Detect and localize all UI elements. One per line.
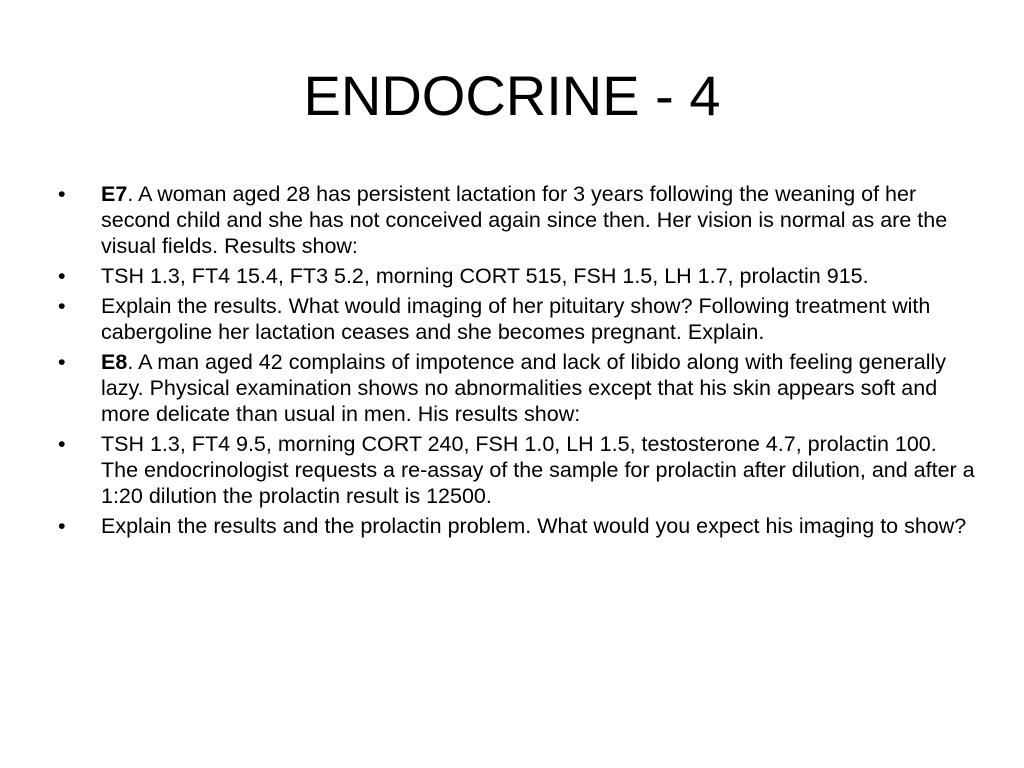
case-label-e8: E8	[101, 350, 128, 374]
bullet-text: . A man aged 42 complains of impotence and lack of libido along with feeling generally lazy. Physical examination shows no abnormalities except that his skin appears soft and more delicate than usual in men. His results show:	[101, 350, 947, 426]
bullet-text: Explain the results. What would imaging of her pituitary show? Following treatment with cabergoline her lactation ceases and she becomes pregnant. Explain.	[101, 294, 931, 344]
bullet-item-e7-questions	[58, 293, 978, 345]
bullet-dot-icon: •	[58, 432, 66, 456]
bullet-text: TSH 1.3, FT4 9.5, morning CORT 240, FSH 1.0, LH 1.5, testosterone 4.7, prolactin 100. The endocrinologist requests a re-assay of the sample for prolactin after dilution, and after a 1:20 dilution the prolactin result is 12500.	[101, 432, 975, 508]
case-label-e7: E7	[101, 182, 128, 206]
bullet-dot-icon: •	[58, 264, 66, 288]
bullet-dot-icon: •	[58, 182, 66, 206]
bullet-dot-icon: •	[58, 294, 66, 318]
bullet-item-e7-results	[58, 263, 978, 289]
bullet-text: Explain the results and the prolactin problem. What would you expect his imaging to show?	[101, 514, 967, 538]
bullet-item-e8-results	[58, 431, 978, 509]
bullet-text: . A woman aged 28 has persistent lactation for 3 years following the weaning of her second child and she has not conceived again since then. Her vision is normal as are the visual fields. Results show:	[101, 182, 948, 258]
bullet-item-e8-questions	[58, 513, 978, 539]
bullet-item-e8-case	[58, 349, 978, 427]
bullet-list	[58, 181, 978, 543]
bullet-item-e7-case	[58, 181, 978, 259]
bullet-dot-icon: •	[58, 350, 66, 374]
bullet-dot-icon: •	[58, 514, 66, 538]
slide-title: ENDOCRINE - 4	[303, 64, 721, 127]
bullet-text: TSH 1.3, FT4 15.4, FT3 5.2, morning CORT 515, FSH 1.5, LH 1.7, prolactin 915.	[101, 264, 869, 288]
